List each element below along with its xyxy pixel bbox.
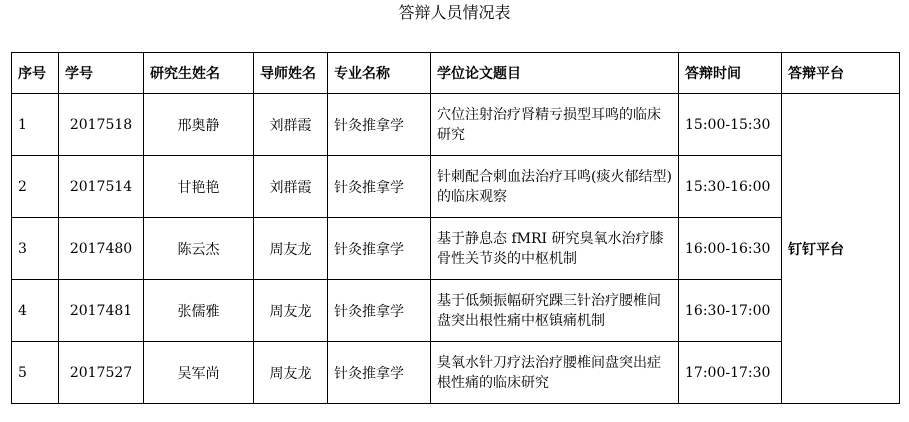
row-major: 针灸推拿学 [328,218,431,280]
table-row [12,218,900,280]
row-time: 17:00-17:30 [679,342,782,404]
table-row [12,156,900,218]
row-index: 5 [12,342,59,404]
row-major: 针灸推拿学 [328,280,431,342]
header-platform: 答辩平台 [782,53,900,94]
header-time: 答辩时间 [679,53,782,94]
header-index: 序号 [12,53,59,94]
defense-schedule-table [11,52,900,404]
row-thesis: 基于低频振幅研究踝三针治疗腰椎间盘突出根性痛中枢镇痛机制 [431,280,679,342]
row-time: 16:00-16:30 [679,218,782,280]
row-thesis: 针刺配合刺血法治疗耳鸣(痰火郁结型)的临床观察 [431,156,679,218]
row-major: 针灸推拿学 [328,156,431,218]
table-row [12,342,900,404]
row-major: 针灸推拿学 [328,94,431,156]
header-student-id: 学号 [59,53,144,94]
row-index: 3 [12,218,59,280]
row-index: 1 [12,94,59,156]
header-thesis: 学位论文题目 [431,53,679,94]
row-student-id: 2017518 [59,94,144,156]
table-header-row [12,53,900,94]
row-student-id: 2017514 [59,156,144,218]
row-advisor: 刘群霞 [254,94,328,156]
row-index: 4 [12,280,59,342]
row-thesis: 穴位注射治疗肾精亏损型耳鸣的临床研究 [431,94,679,156]
row-advisor: 周友龙 [254,280,328,342]
row-advisor: 刘群霞 [254,156,328,218]
row-student-name: 甘艳艳 [144,156,254,218]
row-advisor: 周友龙 [254,218,328,280]
row-time: 15:00-15:30 [679,94,782,156]
row-student-name: 陈云杰 [144,218,254,280]
row-time: 15:30-16:00 [679,156,782,218]
row-student-name: 邢奥静 [144,94,254,156]
row-student-id: 2017527 [59,342,144,404]
row-thesis: 臭氧水针刀疗法治疗腰椎间盘突出症根性痛的临床研究 [431,342,679,404]
header-advisor: 导师姓名 [254,53,328,94]
document-title: 答辩人员情况表 [398,3,511,22]
table-row [12,280,900,342]
header-major: 专业名称 [328,53,431,94]
row-student-name: 吴军尚 [144,342,254,404]
row-index: 2 [12,156,59,218]
row-advisor: 周友龙 [254,342,328,404]
platform-cell: 钉钉平台 [782,94,900,404]
table-row [12,94,900,156]
row-student-id: 2017481 [59,280,144,342]
row-student-name: 张儒雅 [144,280,254,342]
row-major: 针灸推拿学 [328,342,431,404]
row-thesis: 基于静息态 fMRI 研究臭氧水治疗膝骨性关节炎的中枢机制 [431,218,679,280]
row-time: 16:30-17:00 [679,280,782,342]
row-student-id: 2017480 [59,218,144,280]
header-student-name: 研究生姓名 [144,53,254,94]
